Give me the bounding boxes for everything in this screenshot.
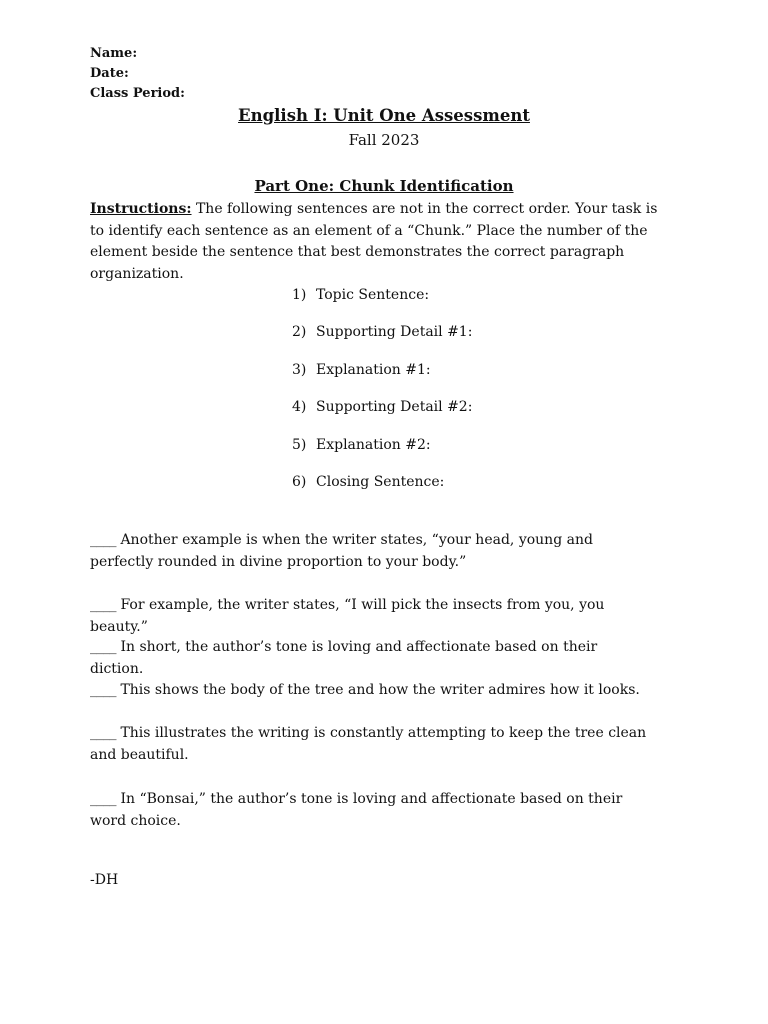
chunk-element-item: [292, 285, 472, 322]
element-label: Closing Sentence:: [316, 473, 445, 490]
answer-blank[interactable]: ____: [90, 532, 116, 548]
instructions-lead: Instructions:: [90, 201, 192, 217]
class-period-label: Class Period:: [90, 86, 185, 101]
document-subtitle: Fall 2023: [348, 131, 420, 149]
chunk-element-item: [292, 472, 472, 509]
element-number: 4): [292, 399, 307, 416]
document-title: English I: Unit One Assessment: [238, 106, 530, 125]
chunk-element-item: [292, 360, 472, 397]
sentence-text: For example, the writer states, “I will pick the insects from you, you beauty.”: [90, 597, 605, 635]
element-number: 6): [292, 473, 307, 490]
sentence-text: This shows the body of the tree and how the writer admires how it looks.: [116, 682, 640, 698]
sentence-item: [90, 723, 650, 766]
instructions-paragraph: [90, 199, 662, 285]
sentence-item: [90, 530, 650, 573]
sentence-text: This illustrates the writing is constantly attempting to keep the tree clean and beautiful.: [90, 725, 647, 763]
date-label: Date:: [90, 66, 129, 81]
sentence-item: [90, 595, 650, 638]
answer-blank[interactable]: ____: [90, 725, 116, 741]
author-signature: -DH: [90, 872, 119, 888]
element-label: Explanation #1:: [316, 361, 431, 378]
element-number: 2): [292, 324, 307, 341]
sentence-text: Another example is when the writer states, “your head, young and perfectly rounded in divine proportion to your body.”: [90, 532, 593, 570]
chunk-element-item: [292, 322, 472, 359]
name-label: Name:: [90, 46, 138, 61]
instructions-text: The following sentences are not in the correct order. Your task is to identify each sentence as an element of a “Chunk.” Place the number of the element beside the sentence that best demonstrates the correct paragraph organization.: [90, 201, 658, 282]
answer-blank[interactable]: ____: [90, 791, 116, 807]
element-label: Supporting Detail #2:: [316, 399, 473, 416]
element-number: 3): [292, 361, 307, 378]
sentence-text: In “Bonsai,” the author’s tone is loving and affectionate based on their word choice.: [90, 791, 623, 829]
element-label: Topic Sentence:: [316, 287, 430, 303]
element-number: 1): [292, 287, 307, 303]
chunk-element-item: [292, 435, 472, 472]
answer-blank[interactable]: ____: [90, 682, 116, 698]
sentence-item: [90, 680, 650, 702]
element-label: Explanation #2:: [316, 436, 431, 453]
sentence-item: [90, 789, 650, 832]
sentence-text: In short, the author’s tone is loving and affectionate based on their diction.: [90, 639, 598, 677]
part-one-heading: Part One: Chunk Identification: [254, 177, 514, 195]
element-label: Supporting Detail #1:: [316, 324, 473, 341]
answer-blank[interactable]: ____: [90, 597, 116, 613]
chunk-elements-list: [292, 285, 472, 509]
answer-blank[interactable]: ____: [90, 639, 116, 655]
sentence-item: [90, 637, 650, 680]
chunk-element-item: [292, 397, 472, 434]
element-number: 5): [292, 436, 307, 453]
